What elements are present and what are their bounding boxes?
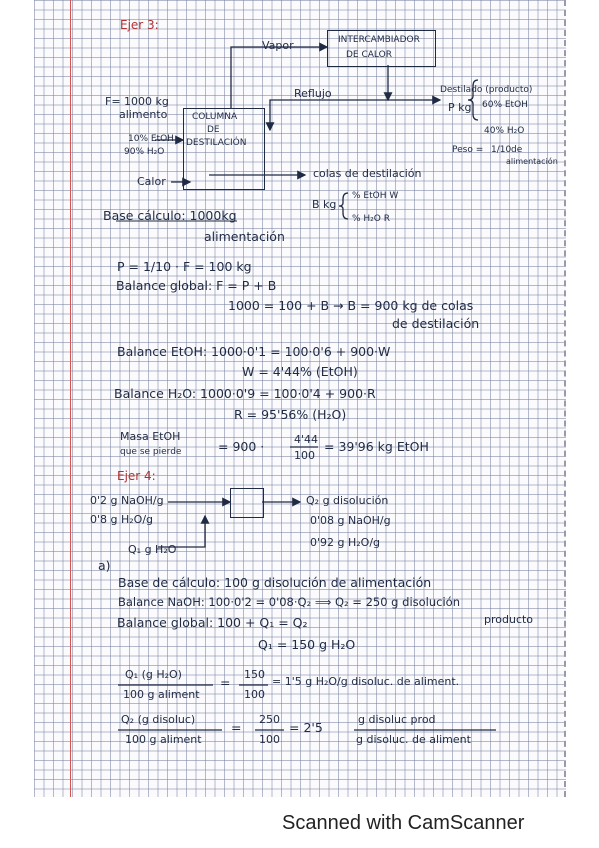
weight-feed: alimentación bbox=[506, 157, 558, 166]
base-calc-2: alimentación bbox=[204, 229, 285, 244]
product-label: Q₂ g disolución bbox=[306, 494, 389, 507]
ratio1-value-den: 100 bbox=[244, 688, 265, 701]
distillate-label: Destilado (producto) bbox=[440, 85, 533, 95]
water-input: Q₁ g H₂O bbox=[128, 543, 177, 556]
ratio2-numerator: Q₂ (g disoluc) bbox=[121, 713, 196, 726]
exchanger-label-2: DE CALOR bbox=[346, 50, 392, 60]
feed-label: alimento bbox=[119, 108, 168, 121]
ratio2-value-den: 100 bbox=[259, 733, 280, 746]
heat-label: Calor bbox=[137, 175, 166, 188]
scanner-watermark: Scanned with CamScanner bbox=[282, 812, 525, 834]
bottoms-h2o: % H₂O R bbox=[352, 214, 390, 224]
bottoms-etoh: % EtOH W bbox=[352, 191, 399, 201]
q1-result: Q₁ = 150 g H₂O bbox=[258, 637, 356, 652]
weight-de: de bbox=[511, 145, 523, 155]
feed-naoh: 0'2 g NaOH/g bbox=[90, 494, 164, 507]
etoh-result: W = 4'44% (EtOH) bbox=[242, 364, 358, 379]
distillate-h2o: 40% H₂O bbox=[484, 126, 525, 136]
mass-eq: = 900 · bbox=[218, 439, 265, 454]
global-balance: Balance global: F = P + B bbox=[116, 278, 277, 293]
mass-lost-label-1: Masa EtOH bbox=[120, 430, 181, 443]
exercise-4-title: Ejer 4: bbox=[117, 469, 156, 483]
base-calc: Base cálculo: 1000kg bbox=[103, 208, 237, 223]
feed-h2o-ex4: 0'8 g H₂O/g bbox=[90, 513, 154, 526]
ratio2-result: = 2'5 bbox=[289, 720, 323, 735]
column-label-1: COLUMNA bbox=[192, 112, 238, 122]
part-a: a) bbox=[98, 558, 111, 573]
feed-h2o: 90% H₂O bbox=[124, 147, 165, 157]
p-equation: P = 1/10 · F = 100 kg bbox=[117, 259, 252, 274]
exchanger-label-1: INTERCAMBIADOR bbox=[338, 35, 420, 45]
bottoms-mass: B kg bbox=[312, 198, 337, 211]
product-naoh: 0'08 g NaOH/g bbox=[310, 514, 391, 527]
distillate-etoh: 60% EtOH bbox=[482, 100, 528, 110]
h2o-result: R = 95'56% (H₂O) bbox=[234, 407, 347, 422]
ratio1-numerator: Q₁ (g H₂O) bbox=[125, 668, 182, 681]
ratio2-result-den: g disoluc. de aliment bbox=[356, 733, 471, 746]
ratio1-value-num: 150 bbox=[244, 668, 265, 681]
etoh-balance: Balance EtOH: 1000·0'1 = 100·0'6 + 900·W bbox=[117, 344, 391, 359]
ratio2-denominator: 100 g aliment bbox=[125, 733, 202, 746]
equals-sign: = bbox=[231, 720, 242, 735]
global-balance-ex4: Balance global: 100 + Q₁ = Q₂ bbox=[117, 615, 308, 630]
column-label-2: DE bbox=[207, 125, 220, 135]
ratio2-value-num: 250 bbox=[259, 713, 280, 726]
reflux-line bbox=[270, 100, 425, 130]
ratio1-denominator: 100 g aliment bbox=[123, 688, 200, 701]
mass-numerator: 4'44 bbox=[294, 433, 319, 446]
ratio2-result-num: g disoluc prod bbox=[358, 713, 436, 726]
h2o-balance: Balance H₂O: 1000·0'9 = 100·0'4 + 900·R bbox=[114, 386, 376, 401]
equals-sign: = bbox=[220, 675, 231, 690]
mass-denominator: 100 bbox=[294, 449, 315, 462]
product-h2o: 0'92 g H₂O/g bbox=[310, 536, 381, 549]
bottoms-brace bbox=[339, 193, 348, 219]
mass-lost-label-2: que se pierde bbox=[120, 447, 182, 457]
exercise-3-title: Ejer 3: bbox=[120, 18, 159, 32]
weight-fraction: 1/10 bbox=[491, 145, 512, 155]
bottoms-label: colas de destilación bbox=[313, 167, 422, 180]
mass-result: = 39'96 kg EtOH bbox=[324, 439, 429, 454]
base-calc-ex4: Base de cálculo: 100 g disolución de alimentación bbox=[118, 575, 432, 590]
vapor-label: Vapor bbox=[262, 39, 294, 52]
feed-etoh: 10% EtOH bbox=[128, 134, 174, 144]
weight-label: Peso = bbox=[452, 145, 484, 155]
global-balance-3: de destilación bbox=[392, 316, 480, 331]
mixer-box-ex4 bbox=[230, 488, 264, 518]
column-label-3: DESTILACIÓN bbox=[186, 138, 247, 148]
distillate-mass: P kg bbox=[448, 101, 472, 114]
reflux-label: Reflujo bbox=[294, 87, 332, 100]
naoh-balance-2: producto bbox=[484, 613, 534, 626]
global-balance-2: 1000 = 100 + B → B = 900 kg de colas bbox=[228, 298, 474, 313]
naoh-balance: Balance NaOH: 100·0'2 = 0'08·Q₂ ⟹ Q₂ = 250 g disolución bbox=[118, 595, 460, 609]
feed-amount: F= 1000 kg bbox=[105, 95, 169, 108]
ratio1-result: = 1'5 g H₂O/g disoluc. de aliment. bbox=[272, 675, 460, 688]
